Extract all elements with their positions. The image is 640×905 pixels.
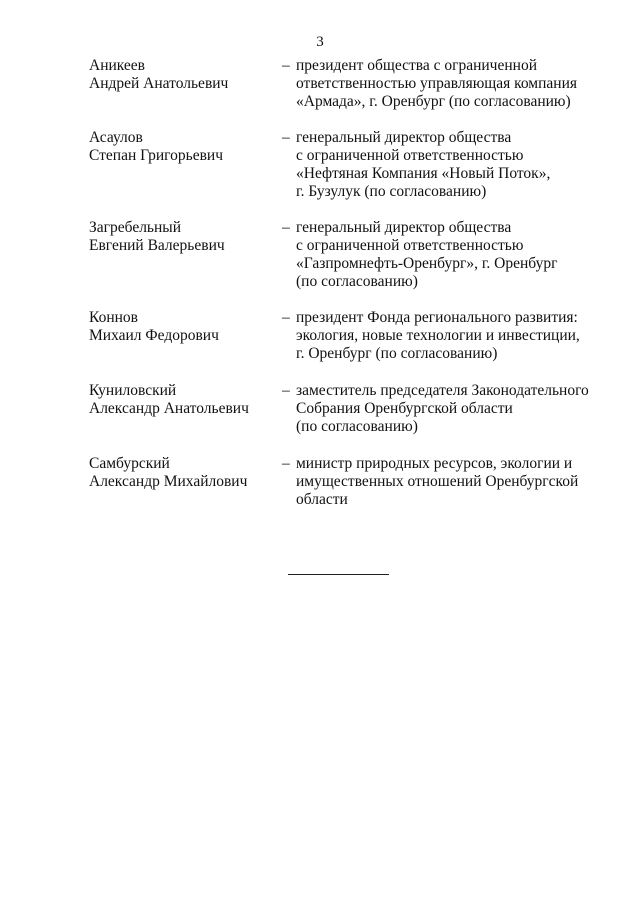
member-name: Самбурский Александр Михайлович [89,455,248,490]
member-entry [0,129,640,219]
member-position: президент общества с ограниченной ответственностью управляющая компания «Армада», г. Оренбург (по согласованию) [296,57,578,110]
member-entry [0,219,640,309]
member-position: президент Фонда регионального развития: экология, новые технологии и инвестиции, г. Оренбург (по согласованию) [296,309,580,362]
member-name: Куниловский Александр Анатольевич [89,382,249,417]
dash-separator: – [282,219,290,236]
member-name: Загребельный Евгений Валерьевич [89,219,225,254]
page-number: 3 [316,34,324,50]
member-name: Коннов Михаил Федорович [89,309,219,344]
member-entry [0,57,640,129]
member-name: Аникеев Андрей Анатольевич [89,57,229,92]
end-of-list-rule [288,574,389,575]
dash-separator: – [282,382,290,399]
member-entry [0,309,640,382]
member-position: генеральный директор общества с ограниченной ответственностью «Газпромнефть-Оренбург», г. Оренбург (по согласованию) [296,219,558,290]
member-entry [0,382,640,455]
member-name: Асаулов Степан Григорьевич [89,129,223,164]
member-position: генеральный директор общества с ограниченной ответственностью «Нефтяная Компания «Новый Поток», г. Бузулук (по согласованию) [296,129,551,200]
member-list [0,57,640,527]
dash-separator: – [282,129,290,146]
member-position: заместитель председателя Законодательного Собрания Оренбургской области (по согласованию) [296,382,589,435]
member-position: министр природных ресурсов, экологии и имущественных отношений Оренбургской области [296,455,579,508]
dash-separator: – [282,309,290,326]
dash-separator: – [282,57,290,74]
member-entry [0,455,640,527]
dash-separator: – [282,455,290,472]
